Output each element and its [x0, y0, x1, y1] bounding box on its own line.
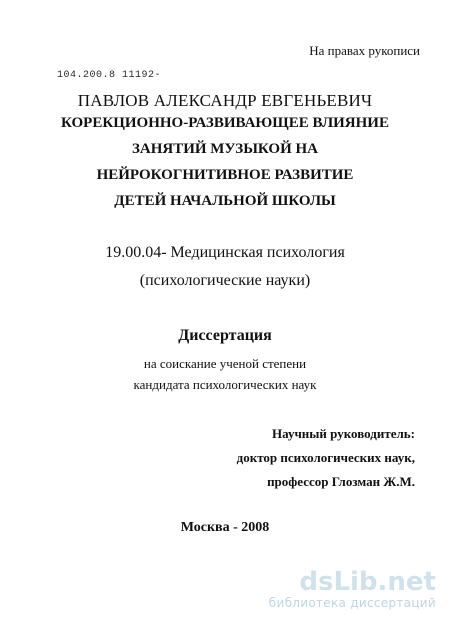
- degree-line: на соискание ученой степени: [143, 356, 307, 371]
- specialty-code: 19.00.04- Медицинская психология: [105, 244, 345, 261]
- city-year: Москва - 2008: [180, 520, 270, 535]
- title-line: КОРЕКЦИОННО-РАЗВИВАЮЩЕЕ ВЛИЯНИЕ: [61, 115, 389, 131]
- library-stamp-number: 104.200.8 11192-: [57, 70, 162, 81]
- title-line: ЗАНЯТИЙ МУЗЫКОЙ НА: [131, 141, 319, 157]
- title-line: ДЕТЕЙ НАЧАЛЬНОЙ ШКОЛЫ: [114, 193, 336, 209]
- rights-note: На правах рукописи: [309, 43, 420, 58]
- author-name: ПАВЛОВ АЛЕКСАНДР ЕВГЕНЬЕВИЧ: [77, 91, 373, 110]
- science-field: (психологические науки): [139, 272, 311, 289]
- watermark: [266, 568, 436, 610]
- degree-line: кандидата психологических наук: [133, 377, 317, 392]
- document-type: Диссертация: [178, 327, 272, 344]
- supervisor-name: профессор Глозман Ж.М.: [267, 474, 415, 489]
- watermark-logo: dsLib.net: [299, 567, 436, 597]
- supervisor-degree: доктор психологических наук,: [236, 450, 415, 465]
- watermark-subtitle: библиотека диссертаций: [268, 596, 436, 610]
- supervisor-heading: Научный руководитель:: [272, 426, 415, 441]
- title-line: НЕЙРОКОГНИТИВНОЕ РАЗВИТИЕ: [96, 167, 354, 183]
